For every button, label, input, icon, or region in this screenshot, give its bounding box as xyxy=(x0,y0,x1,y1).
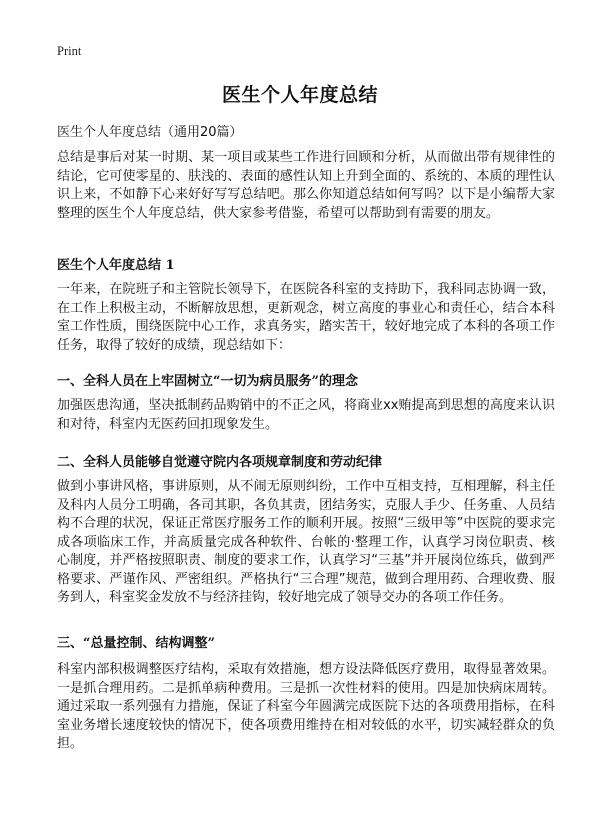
intro-paragraph: 总结是事后对某一时期、某一项目或某些工作进行回顾和分析，从而做出带有规律性的结论，它可使零星的、肤浅的、表面的感性认知上升到全面的、系统的、本质的理性认识上来，不如静下心来好好写写总结吧。那么你知道总结如何写吗？以下是小编帮大家整理的医生个人年度总结，供大家参考借鉴，希望可以帮助到有需要的朋友。 xyxy=(57,150,555,221)
heading-2: 二、全科人员能够自觉遵守院内各项规章制度和劳动纪律 xyxy=(57,455,383,470)
page-title: 医生个人年度总结 xyxy=(221,84,378,106)
print-link[interactable]: Print xyxy=(57,44,82,58)
section-paragraph: 一年来，在院班子和主管院长领导下，在医院各科室的支持助下，我科同志协调一致，在工作上积极主动，不断解放思想，更新观念，树立高度的事业心和责任心，结合本科室工作性质，围绕医院中心工作，求真务实，踏实苦干，较好地完成了本科的各项工作任务，取得了较好的成绩，现总结如下： xyxy=(57,282,555,353)
paragraph-2: 做到小事讲风格，事讲原则，从不闹无原则纠纷，工作中互相支持，互相理解，科主任及科内人员分工明确，各司其职，各负其责，团结务实，克服人手少、任务重、人员结构不合理的状况，保证正常医疗服务工作的顺利开展。按照“三级甲等”中医院的要求完成各项临床工作，并高质量完成各种软件、台帐的·整理工作，认真学习岗位职责、核心制度，并严格按照职责、制度的要求工作，认真学习“三基”并开展岗位练兵，做到严格要求、严谨作风、严密组织。严格执行“三合理”规范，做到合理用药、合理收费、服务到人，科室奖金发放不与经济挂钩，较好地完成了领导交办的各项工作任务。 xyxy=(57,479,555,605)
heading-1: 一、全科人员在上牢固树立“一切为病员服务”的理念 xyxy=(57,374,358,389)
paragraph-1: 加强医患沟通，坚决抵制药品购销中的不正之风，将商业xx贿提高到思想的高度来认识和对待，科室内无医药回扣现象发生。 xyxy=(57,398,555,432)
document-subtitle: 医生个人年度总结（通用20篇） xyxy=(57,125,243,140)
paragraph-3: 科室内部积极调整医疗结构，采取有效措施，想方设法降低医疗费用，取得显著效果。一是抓合理用药。二是抓单病种费用。三是抓一次性材料的使用。四是加快病床周转。通过采取一系列强有力措施，保证了科室今年圆满完成医院下达的各项费用指标，在科室业务增长速度较快的情况下，使各项费用维持在相对较低的水平，切实减轻群众的负担。 xyxy=(57,662,555,751)
section-title: 医生个人年度总结 1 xyxy=(57,258,175,273)
heading-3: 三、“总量控制、结构调整” xyxy=(57,636,215,651)
